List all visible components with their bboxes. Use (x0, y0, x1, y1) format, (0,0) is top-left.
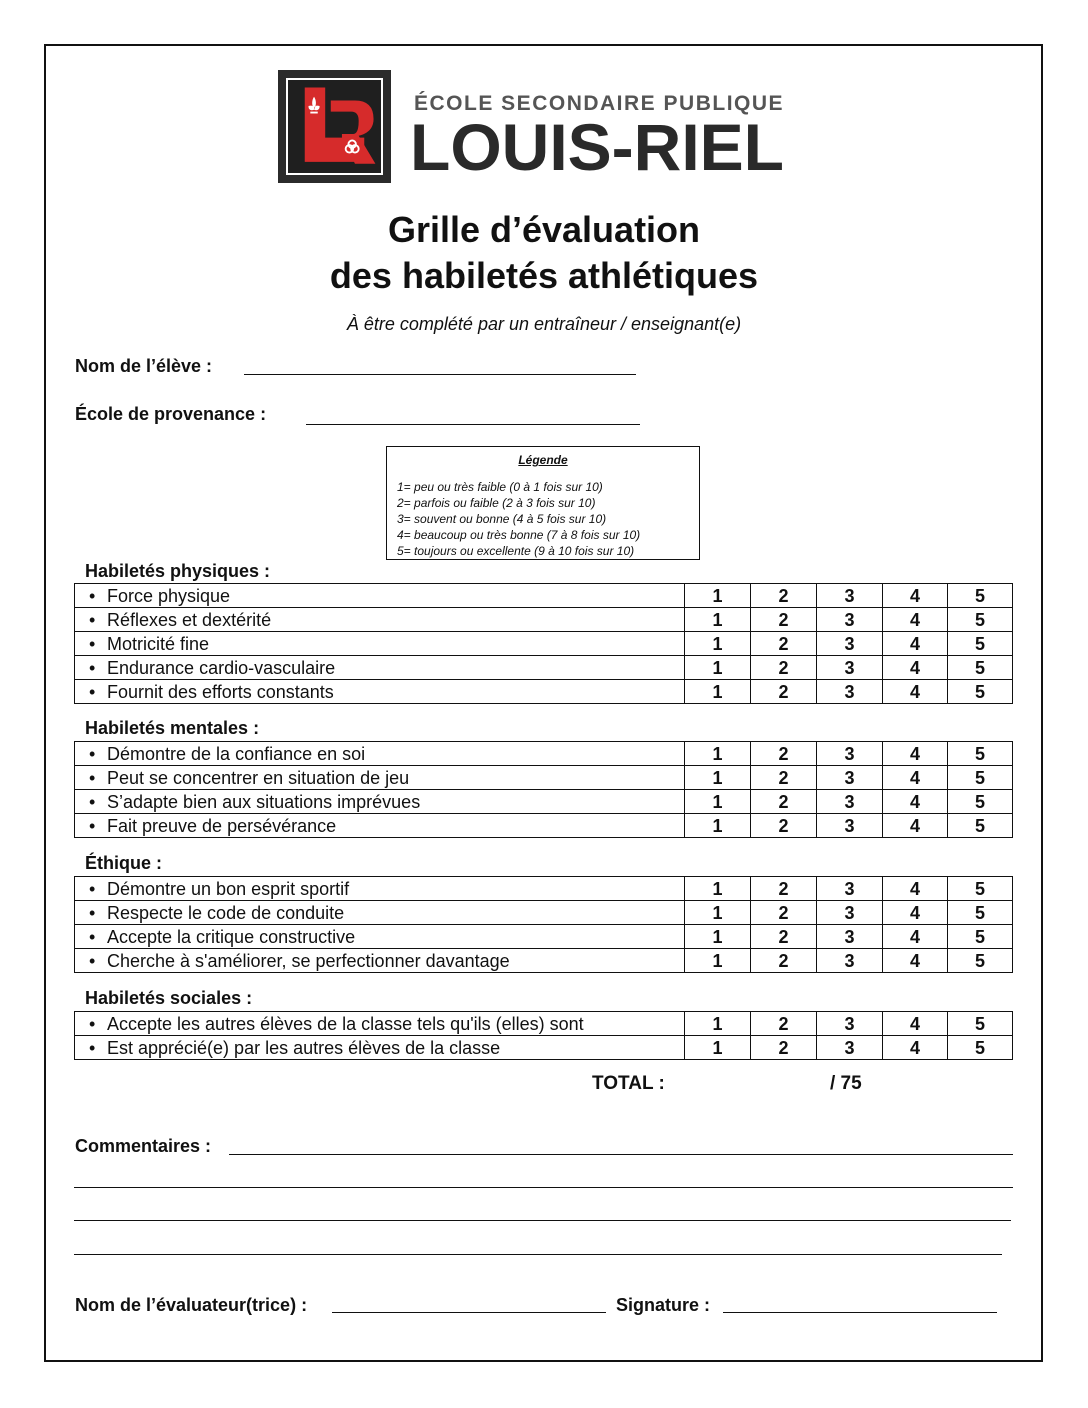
student-name-label: Nom de l’élève : (75, 356, 213, 376)
criterion-label: Respecte le code de conduite (107, 902, 345, 923)
criterion-label: Peut se concentrer en situation de jeu (107, 767, 410, 788)
section-heading-mental: Habiletés mentales : (85, 718, 260, 738)
score-option-2[interactable]: 2 (751, 656, 817, 680)
legend-title: Légende (518, 453, 568, 467)
comments-field-line[interactable] (74, 1254, 1002, 1255)
bullet-icon: • (89, 633, 96, 654)
score-option-1[interactable]: 1 (685, 901, 751, 925)
table-row (75, 814, 1013, 838)
score-option-1[interactable]: 1 (685, 814, 751, 838)
table-row (75, 632, 1013, 656)
bullet-icon: • (89, 791, 96, 812)
score-option-4[interactable]: 4 (883, 877, 948, 901)
bullet-icon: • (89, 815, 96, 836)
score-option-5[interactable]: 5 (948, 680, 1013, 704)
student-name-field[interactable] (244, 374, 636, 375)
score-option-3[interactable]: 3 (817, 877, 883, 901)
section-heading-social: Habiletés sociales : (85, 988, 253, 1008)
criterion-label: Endurance cardio-vasculaire (107, 657, 336, 678)
score-option-3[interactable]: 3 (817, 584, 883, 608)
criteria-table-mental (74, 741, 1013, 838)
bullet-icon: • (89, 926, 96, 947)
score-option-1[interactable]: 1 (685, 925, 751, 949)
score-option-2[interactable]: 2 (751, 877, 817, 901)
evaluator-label: Nom de l’évaluateur(trice) : (75, 1295, 308, 1315)
criterion-label: Démontre de la confiance en soi (107, 743, 366, 764)
legend-box (386, 446, 700, 560)
table-row (75, 925, 1013, 949)
section-heading-physical: Habiletés physiques : (85, 561, 271, 581)
table-row (75, 790, 1013, 814)
bullet-icon: • (89, 767, 96, 788)
score-option-4[interactable]: 4 (883, 1036, 948, 1060)
criterion-cell (75, 814, 685, 838)
legend-item: 4= beaucoup ou très bonne (7 à 8 fois sur 10) (397, 528, 641, 542)
criterion-cell (75, 584, 685, 608)
total-label: TOTAL : (592, 1073, 665, 1094)
score-option-4[interactable]: 4 (883, 742, 948, 766)
score-option-1[interactable]: 1 (685, 632, 751, 656)
score-option-1[interactable]: 1 (685, 608, 751, 632)
bullet-icon: • (89, 950, 96, 971)
signature-label: Signature : (616, 1295, 711, 1315)
score-option-3[interactable]: 3 (817, 1036, 883, 1060)
score-option-3[interactable]: 3 (817, 656, 883, 680)
criterion-label: Cherche à s'améliorer, se perfectionner davantage (107, 950, 510, 971)
score-option-1[interactable]: 1 (685, 766, 751, 790)
score-option-2[interactable]: 2 (751, 1012, 817, 1036)
score-option-4[interactable]: 4 (883, 608, 948, 632)
criterion-label: S’adapte bien aux situations imprévues (107, 791, 421, 812)
criterion-label: Démontre un bon esprit sportif (107, 878, 350, 899)
score-option-5[interactable]: 5 (948, 901, 1013, 925)
table-row (75, 766, 1013, 790)
criterion-label: Fait preuve de persévérance (107, 815, 337, 836)
bullet-icon: • (89, 681, 96, 702)
score-option-3[interactable]: 3 (817, 766, 883, 790)
score-option-5[interactable]: 5 (948, 584, 1013, 608)
criterion-label: Fournit des efforts constants (107, 681, 334, 702)
score-option-5[interactable]: 5 (948, 608, 1013, 632)
legend-item: 3= souvent ou bonne (4 à 5 fois sur 10) (397, 512, 607, 526)
bullet-icon: • (89, 743, 96, 764)
score-option-4[interactable]: 4 (883, 1012, 948, 1036)
legend-item: 1= peu ou très faible (0 à 1 fois sur 10) (397, 480, 603, 494)
score-option-3[interactable]: 3 (817, 814, 883, 838)
table-row (75, 1012, 1013, 1036)
criterion-label: Est apprécié(e) par les autres élèves de la classe (107, 1037, 501, 1058)
score-option-3[interactable]: 3 (817, 632, 883, 656)
criterion-cell (75, 901, 685, 925)
score-option-5[interactable]: 5 (948, 949, 1013, 973)
score-option-5[interactable]: 5 (948, 632, 1013, 656)
legend-item: 5= toujours ou excellente (9 à 10 fois sur 10) (397, 544, 635, 558)
score-option-1[interactable]: 1 (685, 1012, 751, 1036)
criterion-cell (75, 925, 685, 949)
section-heading-ethics: Éthique : (85, 853, 162, 873)
comments-label: Commentaires : (75, 1136, 212, 1156)
bullet-icon: • (89, 902, 96, 923)
page-title-line1: Grille d’évaluation (387, 209, 701, 250)
score-option-1[interactable]: 1 (685, 742, 751, 766)
table-row (75, 901, 1013, 925)
score-option-2[interactable]: 2 (751, 632, 817, 656)
criteria-table-ethics (74, 876, 1013, 973)
total-max: / 75 (830, 1073, 862, 1094)
score-option-3[interactable]: 3 (817, 742, 883, 766)
score-option-3[interactable]: 3 (817, 680, 883, 704)
score-option-1[interactable]: 1 (685, 584, 751, 608)
score-option-2[interactable]: 2 (751, 608, 817, 632)
score-option-3[interactable]: 3 (817, 949, 883, 973)
score-option-1[interactable]: 1 (685, 656, 751, 680)
school-origin-label: École de provenance : (75, 404, 267, 424)
score-option-5[interactable]: 5 (948, 742, 1013, 766)
score-option-5[interactable]: 5 (948, 1012, 1013, 1036)
score-option-2[interactable]: 2 (751, 814, 817, 838)
score-option-3[interactable]: 3 (817, 608, 883, 632)
score-option-2[interactable]: 2 (751, 680, 817, 704)
criterion-cell (75, 680, 685, 704)
table-row (75, 680, 1013, 704)
table-row (75, 742, 1013, 766)
criterion-cell (75, 1036, 685, 1060)
comments-field-line[interactable] (229, 1154, 1013, 1155)
score-option-1[interactable]: 1 (685, 949, 751, 973)
criterion-cell (75, 790, 685, 814)
score-option-2[interactable]: 2 (751, 949, 817, 973)
school-origin-field[interactable] (306, 424, 640, 425)
table-row (75, 1036, 1013, 1060)
score-option-3[interactable]: 3 (817, 925, 883, 949)
school-logo (278, 70, 391, 183)
evaluator-name-field[interactable] (332, 1312, 606, 1313)
bullet-icon: • (89, 609, 96, 630)
score-option-5[interactable]: 5 (948, 877, 1013, 901)
bullet-icon: • (89, 657, 96, 678)
criterion-cell (75, 656, 685, 680)
page-title-line2: des habiletés athlétiques (329, 255, 759, 296)
school-name: LOUIS-RIEL (410, 110, 784, 184)
score-option-3[interactable]: 3 (817, 790, 883, 814)
score-option-4[interactable]: 4 (883, 584, 948, 608)
score-option-2[interactable]: 2 (751, 1036, 817, 1060)
score-option-3[interactable]: 3 (817, 1012, 883, 1036)
criterion-label: Réflexes et dextérité (107, 609, 272, 630)
comments-field-line[interactable] (74, 1187, 1013, 1188)
score-option-5[interactable]: 5 (948, 814, 1013, 838)
score-option-1[interactable]: 1 (685, 790, 751, 814)
score-option-4[interactable]: 4 (883, 901, 948, 925)
criterion-cell (75, 742, 685, 766)
score-option-5[interactable]: 5 (948, 1036, 1013, 1060)
bullet-icon: • (89, 1037, 96, 1058)
criterion-cell (75, 1012, 685, 1036)
criterion-cell (75, 766, 685, 790)
criterion-cell (75, 877, 685, 901)
score-option-4[interactable]: 4 (883, 680, 948, 704)
table-row (75, 584, 1013, 608)
score-option-5[interactable]: 5 (948, 925, 1013, 949)
criterion-label: Accepte la critique constructive (107, 926, 356, 947)
bullet-icon: • (89, 585, 96, 606)
score-option-1[interactable]: 1 (685, 877, 751, 901)
criterion-label: Motricité fine (107, 633, 210, 654)
criteria-table-physical (74, 583, 1013, 704)
table-row (75, 656, 1013, 680)
table-row (75, 608, 1013, 632)
criterion-cell (75, 608, 685, 632)
score-option-3[interactable]: 3 (817, 901, 883, 925)
school-subtitle: ÉCOLE SECONDAIRE PUBLIQUE (414, 92, 785, 115)
score-option-4[interactable]: 4 (883, 656, 948, 680)
criteria-table-social (74, 1011, 1013, 1060)
score-option-2[interactable]: 2 (751, 790, 817, 814)
score-option-4[interactable]: 4 (883, 925, 948, 949)
score-option-2[interactable]: 2 (751, 925, 817, 949)
criterion-label: Accepte les autres élèves de la classe tels qu'ils (elles) sont (107, 1013, 584, 1034)
score-option-2[interactable]: 2 (751, 766, 817, 790)
bullet-icon: • (89, 1013, 96, 1034)
score-option-4[interactable]: 4 (883, 766, 948, 790)
comments-field-line[interactable] (74, 1220, 1011, 1221)
score-option-5[interactable]: 5 (948, 656, 1013, 680)
score-option-1[interactable]: 1 (685, 680, 751, 704)
score-option-1[interactable]: 1 (685, 1036, 751, 1060)
table-row (75, 949, 1013, 973)
score-option-4[interactable]: 4 (883, 949, 948, 973)
score-option-2[interactable]: 2 (751, 584, 817, 608)
signature-field[interactable] (723, 1312, 997, 1313)
score-option-2[interactable]: 2 (751, 742, 817, 766)
score-option-5[interactable]: 5 (948, 766, 1013, 790)
table-row (75, 877, 1013, 901)
score-option-4[interactable]: 4 (883, 814, 948, 838)
page-subtitle: À être complété par un entraîneur / enseignant(e) (346, 314, 742, 334)
score-option-4[interactable]: 4 (883, 790, 948, 814)
criterion-label: Force physique (107, 585, 231, 606)
bullet-icon: • (89, 878, 96, 899)
criterion-cell (75, 949, 685, 973)
score-option-4[interactable]: 4 (883, 632, 948, 656)
score-option-2[interactable]: 2 (751, 901, 817, 925)
criterion-cell (75, 632, 685, 656)
score-option-5[interactable]: 5 (948, 790, 1013, 814)
legend-item: 2= parfois ou faible (2 à 3 fois sur 10) (397, 496, 596, 510)
